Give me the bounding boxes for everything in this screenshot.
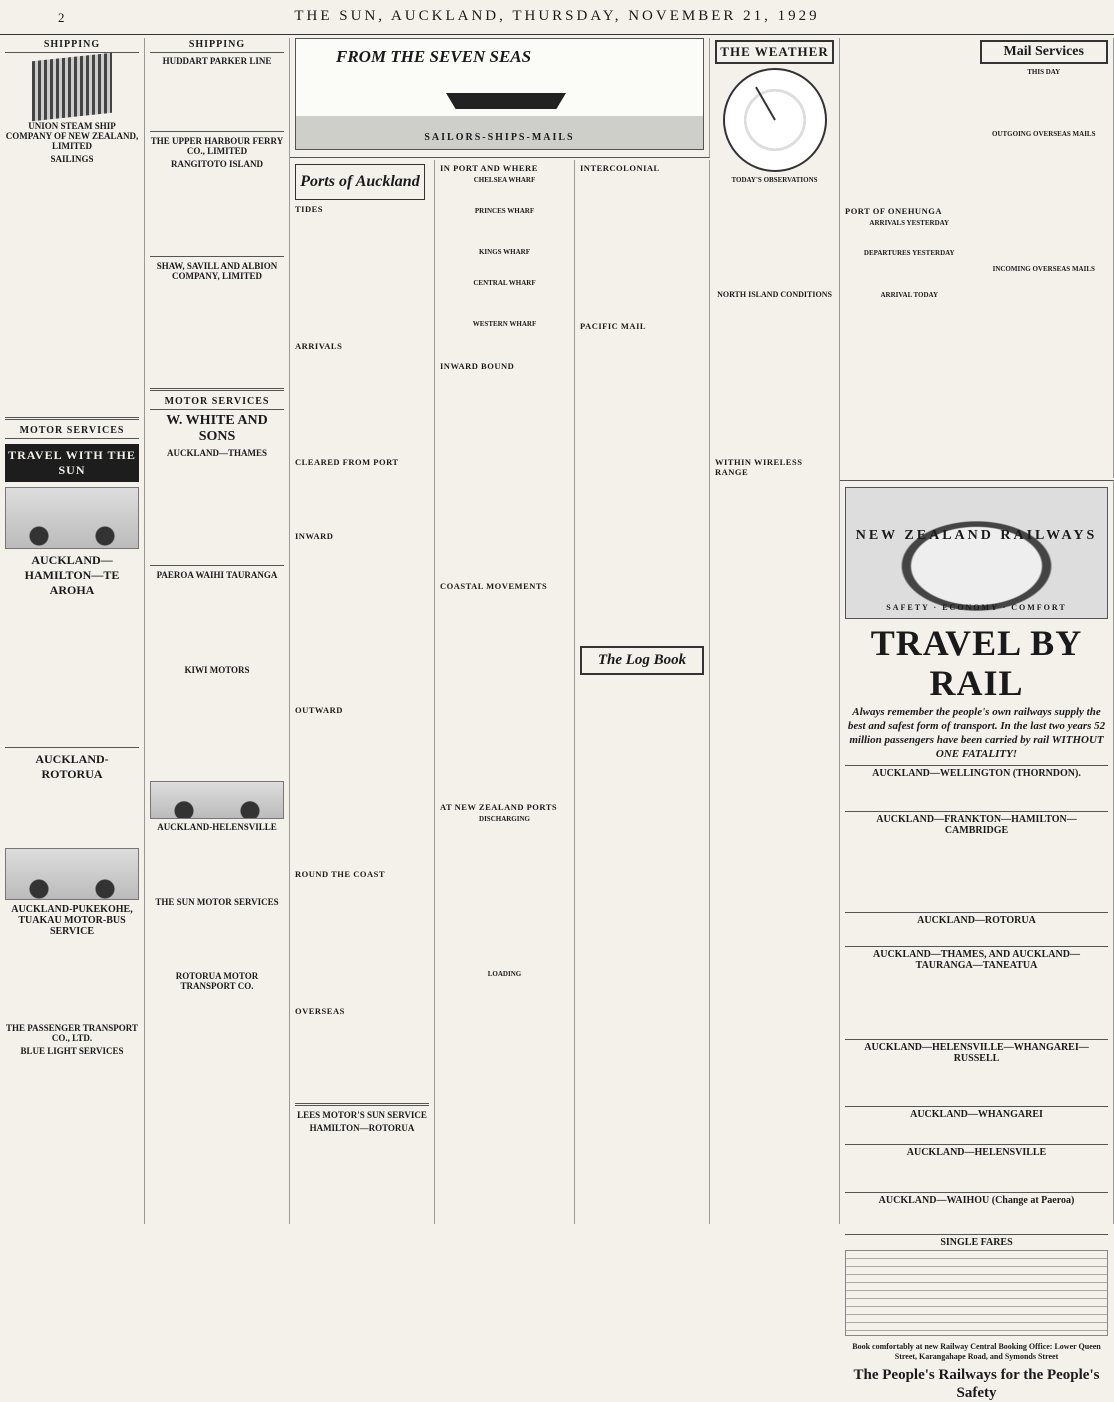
route-wellington: AUCKLAND—WELLINGTON (THORNDON). [845, 765, 1108, 779]
shaw-savill-title: SHAW, SAVILL AND ALBION COMPANY, LIMITED [156, 260, 278, 281]
tides-text [295, 215, 429, 338]
departures-yesterday-heading: DEPARTURES YESTERDAY [863, 249, 955, 258]
pukekohe-title: AUCKLAND-PUKEKOHE, TUAKAU MOTOR-BUS SERVICE [11, 903, 133, 937]
cleared-text [295, 468, 429, 528]
hamilton-te-aroha-title: AUCKLAND—HAMILTON—TE AROHA [24, 552, 120, 597]
observations-text [715, 185, 834, 287]
ship-illustration [446, 69, 566, 109]
bus-illustration [5, 848, 139, 900]
page-number: 2 [58, 10, 65, 25]
log-book-text [580, 679, 704, 1010]
blue-light-title: BLUE LIGHT SERVICES [20, 1046, 124, 1057]
railways-logo [845, 487, 1108, 619]
lees-motor-title: LEES MOTOR'S SUN SERVICE [297, 1109, 427, 1120]
loading-text [440, 979, 569, 1060]
seven-seas-banner [295, 38, 704, 150]
round-coast-heading: ROUND THE COAST [295, 869, 385, 880]
rail-pitch: Always remember the people's own railways supply the best and safest form of transport. In the last two years 52 million passengers have been carried by rail WITHOUT ONE FATALITY! [847, 706, 1106, 760]
tides-heading: TIDES [295, 204, 324, 214]
inward-bound-heading: INWARD BOUND [440, 361, 515, 372]
huddart-text [150, 67, 284, 127]
rotorua-text [5, 784, 139, 844]
ports-of-auckland-title: Ports of Auckland [295, 164, 425, 200]
weather-title: THE WEATHER [715, 40, 834, 64]
section-heading-2: SHIPPING [150, 38, 284, 53]
wireless-text [715, 478, 834, 559]
route-whangarei: AUCKLAND—WHANGAREI [845, 1106, 1108, 1120]
seven-seas-banner-area [290, 38, 710, 158]
flag-icon [32, 53, 112, 121]
sailings-heading: SAILINGS [50, 154, 94, 164]
round-coast-text [295, 880, 429, 1003]
column-mail [840, 38, 1114, 478]
cambridge-timetable [845, 838, 1108, 908]
hamilton-rotorua-title: HAMILTON—ROTORUA [309, 1122, 415, 1133]
column-shipping-1 [0, 38, 145, 1224]
hamilton-service-text [5, 600, 139, 744]
column-in-port [435, 160, 575, 1224]
overseas-heading: OVERSEAS [295, 1006, 345, 1017]
maunganui-text [845, 38, 974, 203]
rotorua-title: AUCKLAND-ROTORUA [35, 752, 109, 782]
inward-bound-text [440, 372, 569, 578]
booking-offices: Book comfortably at new Railway Central Booking Office: Lower Queen Street, Karangahape Road, and Symonds Street [852, 1342, 1101, 1361]
rotorua-timetable [845, 928, 1108, 942]
kings-heading: KINGS WHARF [478, 248, 531, 257]
pacific-mail-heading: PACIFIC MAIL [580, 320, 647, 331]
outward-heading: OUTWARD [295, 705, 343, 716]
intercolonial-text [580, 174, 704, 318]
thames-text [150, 459, 284, 561]
inward-heading: INWARD [295, 531, 334, 542]
car-illustration [5, 487, 139, 549]
sailings-text [5, 165, 139, 413]
railways-motto: SAFETY · ECONOMY · COMFORT [886, 603, 1067, 612]
rotorua-motor-text [150, 992, 284, 1073]
arrival-today-heading: ARRIVAL TODAY [880, 290, 938, 299]
column-weather [710, 38, 840, 1224]
loading-heading: LOADING [487, 970, 522, 979]
coastal-text [440, 592, 569, 798]
fares-table [845, 1250, 1108, 1336]
travel-by-rail-headline: TRAVEL BY RAIL [870, 623, 1083, 703]
kiwi-motors-title: KIWI MOTORS [184, 665, 250, 676]
outward-list [295, 716, 429, 866]
paeroa-text [150, 581, 284, 662]
russell-timetable [845, 1066, 1108, 1102]
helensville-timetable [845, 1160, 1108, 1188]
within-wireless-heading: WITHIN WIRELESS RANGE [715, 457, 803, 478]
central-heading: CENTRAL WHARF [473, 278, 536, 287]
kiwi-text [150, 676, 284, 778]
helensville-title: AUCKLAND-HELENSVILLE [157, 822, 277, 833]
single-fares-heading: SINGLE FARES [845, 1234, 1108, 1248]
todays-observations-heading: TODAY'S OBSERVATIONS [731, 176, 818, 184]
incoming-mails-heading: INCOMING OVERSEAS MAILS [992, 264, 1095, 273]
peoples-railways-footer: The People's Railways for the People's Safety [853, 1367, 1100, 1401]
seven-seas-tagline: SAILORS-SHIPS-MAILS [424, 132, 575, 143]
north-island-heading: NORTH ISLAND CONDITIONS [717, 290, 832, 300]
arrivals-yesterday-heading: ARRIVALS YESTERDAY [869, 218, 950, 227]
wellington-timetable [845, 781, 1108, 807]
column-shipping-2 [145, 38, 290, 1224]
this-day-heading: THIS DAY [1027, 68, 1061, 76]
arrivals-text [295, 352, 429, 454]
pukekohe-text [5, 939, 139, 1020]
column-intercolonial [575, 160, 710, 1224]
passenger-transport-title: THE PASSENGER TRANSPORT CO., LTD. [6, 1023, 138, 1044]
travel-with-sun-banner: TRAVEL WITH THE SUN [5, 444, 139, 482]
in-port-heading: IN PORT AND WHERE [440, 163, 538, 173]
motor-illustration [150, 781, 284, 819]
seven-seas-title: FROM THE SEVEN SEAS [336, 47, 532, 66]
route-thames-tauranga: AUCKLAND—THAMES, AND AUCKLAND—TAURANGA—TANEATUA [845, 946, 1108, 971]
route-helensville-russell: AUCKLAND—HELENSVILLE—WHANGAREI—RUSSELL [845, 1039, 1108, 1064]
inward-list [295, 542, 429, 702]
paeroa-title: PAEROA WAIHI TAURANGA [156, 569, 278, 580]
masthead [0, 0, 1114, 35]
outgoing-mails-heading: OUTGOING OVERSEAS MAILS [992, 130, 1096, 139]
upper-harbour-title: THE UPPER HARBOUR FERRY CO., LIMITED [150, 136, 284, 157]
union-company-title: UNION STEAM SHIP COMPANY OF NEW ZEALAND, LIMITED [5, 121, 139, 151]
nz-ports-heading: AT NEW ZEALAND PORTS [440, 801, 558, 812]
route-cambridge: AUCKLAND—FRANKTON—HAMILTON—CAMBRIDGE [845, 811, 1108, 836]
rail-advert [840, 480, 1114, 1401]
cleared-heading: CLEARED FROM PORT [295, 456, 399, 467]
whangarei-timetable [845, 1122, 1108, 1140]
mail-services-title: Mail Services [980, 40, 1109, 64]
rangitoto-text [150, 170, 284, 251]
barometer-icon [723, 68, 827, 172]
pacific-mail-text [580, 332, 704, 642]
white-sons-title: W. WHITE AND SONS [166, 412, 268, 444]
north-island-text [715, 300, 834, 454]
route-waihou: AUCKLAND—WAIHOU (Change at Paeroa) [845, 1192, 1108, 1206]
port-onehunga-heading: PORT OF ONEHUNGA [845, 205, 942, 216]
sun-motor-title: THE SUN MOTOR SERVICES [155, 896, 279, 907]
sun-motor-text [150, 908, 284, 968]
helensville-text [150, 833, 284, 893]
shaw-savill-text [150, 282, 284, 384]
newspaper-title: THE SUN, AUCKLAND, THURSDAY, NOVEMBER 21, 1929 [294, 8, 820, 24]
rotorua-motor-title: ROTORUA MOTOR TRANSPORT CO. [175, 971, 259, 991]
intercolonial-heading: INTERCOLONIAL [580, 163, 660, 173]
column-ports [290, 160, 435, 1224]
thames-timetable [845, 973, 1108, 1035]
auckland-thames-title: AUCKLAND—THAMES [166, 447, 267, 458]
discharging-heading: DISCHARGING [479, 814, 530, 823]
lees-motor-text [295, 1134, 429, 1184]
blue-light-text [5, 1057, 139, 1117]
route-rotorua: AUCKLAND—ROTORUA [845, 912, 1108, 926]
western-heading: WESTERN WHARF [472, 320, 537, 329]
chelsea-heading: CHELSEA WHARF [473, 176, 536, 184]
log-book-title: The Log Book [580, 646, 704, 675]
overseas-text [295, 1017, 429, 1098]
discharging-text [440, 824, 569, 968]
section-heading: SHIPPING [5, 38, 139, 53]
rangitoto-title: RANGITOTO ISLAND [171, 159, 263, 170]
railways-logo-name: NEW ZEALAND RAILWAYS [855, 528, 1098, 543]
waihou-timetable [845, 1208, 1108, 1230]
motor-services-heading-2: MOTOR SERVICES [150, 395, 284, 410]
princes-heading: PRINCES WHARF [474, 206, 535, 215]
huddart-parker-title: HUDDART PARKER LINE [162, 56, 272, 66]
route-helensville: AUCKLAND—HELENSVILLE [845, 1144, 1108, 1158]
arrivals-heading: ARRIVALS [295, 340, 343, 351]
coastal-heading: COASTAL MOVEMENTS [440, 581, 548, 592]
motor-services-heading: MOTOR SERVICES [5, 424, 139, 439]
